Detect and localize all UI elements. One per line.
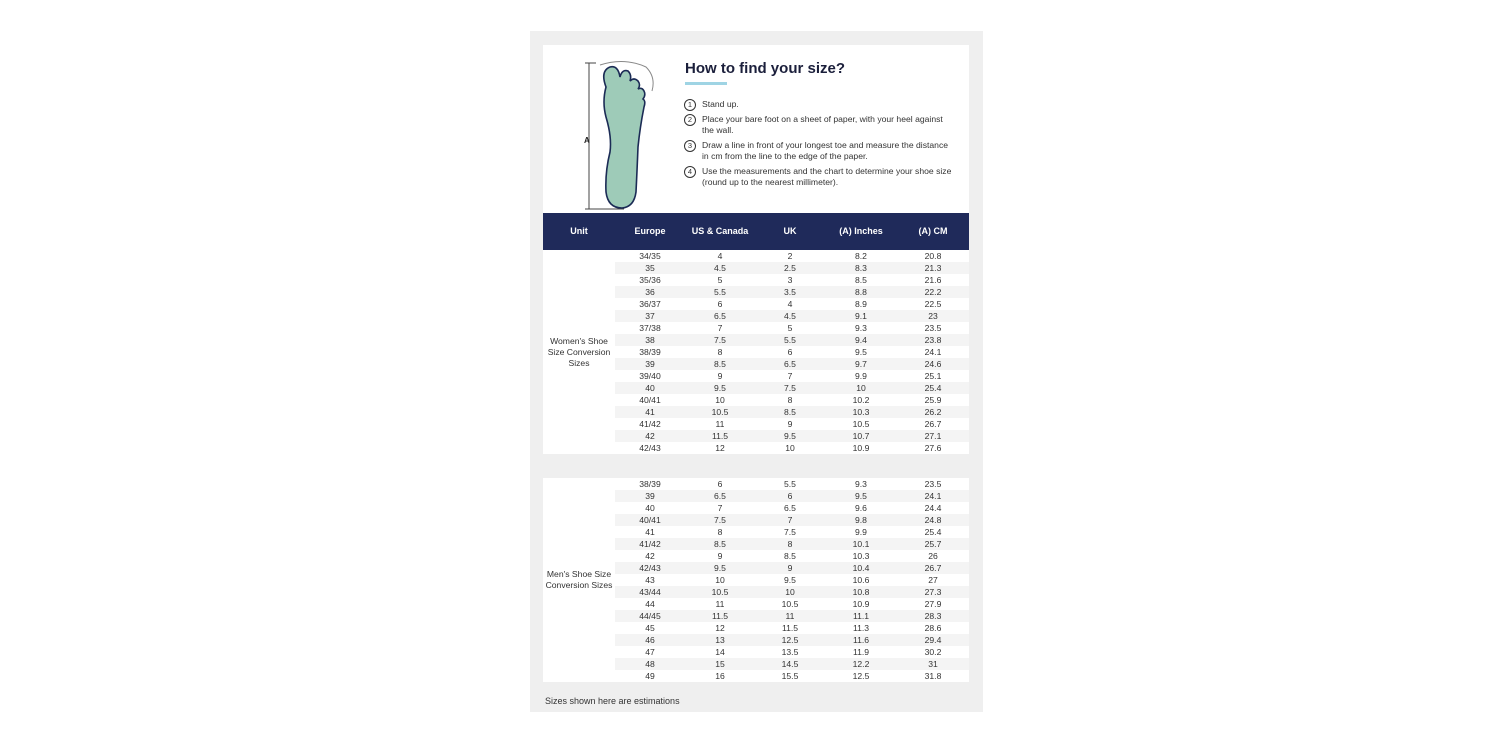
table-cell: 12: [685, 622, 755, 634]
table-cell: 14: [685, 646, 755, 658]
table-cell: 25.4: [897, 526, 969, 538]
table-cell: 26: [897, 550, 969, 562]
table-cell: 12.2: [825, 658, 897, 670]
table-cell: 10.2: [825, 394, 897, 406]
table-cell: 12.5: [755, 634, 825, 646]
table-cell: 9.9: [825, 526, 897, 538]
step-text: Place your bare foot on a sheet of paper, with your heel against the wall.: [702, 114, 943, 135]
column-header-unit: Unit: [543, 213, 615, 250]
table-cell: 9.8: [825, 514, 897, 526]
table-cell: 11.5: [755, 622, 825, 634]
table-cell: 8.8: [825, 286, 897, 298]
table-cell: 9: [755, 418, 825, 430]
table-cell: 11.3: [825, 622, 897, 634]
table-cell: 9.5: [755, 430, 825, 442]
foot-measure-label: A: [584, 136, 590, 145]
table-cell: 25.1: [897, 370, 969, 382]
table-cell: 2: [755, 250, 825, 262]
table-cell: 40: [615, 502, 685, 514]
column-header-inches: (A) Inches: [825, 213, 897, 250]
table-cell: 7.5: [685, 514, 755, 526]
table-cell: 6.5: [685, 310, 755, 322]
table-cell: 10.3: [825, 406, 897, 418]
table-cell: 26.7: [897, 418, 969, 430]
table-cell: 9.7: [825, 358, 897, 370]
table-cell: 11.5: [685, 430, 755, 442]
table-cell: 9.4: [825, 334, 897, 346]
table-cell: 39: [615, 358, 685, 370]
table-cell: 24.6: [897, 358, 969, 370]
section-spacer: [543, 454, 969, 478]
table-cell: 11.1: [825, 610, 897, 622]
spacer-cell: [543, 454, 969, 478]
table-cell: 24.4: [897, 502, 969, 514]
table-cell: 40: [615, 382, 685, 394]
table-cell: 6.5: [755, 502, 825, 514]
step-number: 1: [684, 99, 696, 111]
table-cell: 9.5: [685, 382, 755, 394]
table-cell: 30.2: [897, 646, 969, 658]
table-cell: 8.5: [755, 406, 825, 418]
table-row: [543, 478, 969, 490]
table-cell: 12: [685, 442, 755, 454]
table-cell: 31.8: [897, 670, 969, 682]
table-cell: 10.1: [825, 538, 897, 550]
table-cell: 47: [615, 646, 685, 658]
table-cell: 9.5: [755, 574, 825, 586]
table-cell: 7.5: [685, 334, 755, 346]
table-cell: 10.4: [825, 562, 897, 574]
table-cell: 22.5: [897, 298, 969, 310]
table-cell: 42/43: [615, 562, 685, 574]
table-cell: 27.9: [897, 598, 969, 610]
table-cell: 9.5: [685, 562, 755, 574]
table-cell: 41: [615, 406, 685, 418]
table-cell: 38/39: [615, 346, 685, 358]
table-cell: 10: [825, 382, 897, 394]
table-cell: 8.5: [825, 274, 897, 286]
table-cell: 7: [685, 502, 755, 514]
table-cell: 7.5: [755, 382, 825, 394]
table-cell: 8.5: [685, 358, 755, 370]
table-cell: 39/40: [615, 370, 685, 382]
table-cell: 5.5: [755, 478, 825, 490]
table-cell: 6.5: [685, 490, 755, 502]
table-cell: 20.8: [897, 250, 969, 262]
table-cell: 10.8: [825, 586, 897, 598]
title-underline: [685, 82, 727, 85]
step-number: 4: [684, 166, 696, 178]
table-cell: 37/38: [615, 322, 685, 334]
table-cell: 11: [755, 610, 825, 622]
table-cell: 6.5: [755, 358, 825, 370]
footnote: Sizes shown here are estimations: [545, 696, 680, 706]
steps-list: [684, 99, 954, 192]
table-cell: 6: [755, 490, 825, 502]
table-cell: 8: [755, 538, 825, 550]
table-cell: 6: [685, 298, 755, 310]
step-number: 3: [684, 140, 696, 152]
table-cell: 35/36: [615, 274, 685, 286]
table-cell: 25.4: [897, 382, 969, 394]
table-cell: 9.6: [825, 502, 897, 514]
table-cell: 13.5: [755, 646, 825, 658]
table-cell: 3.5: [755, 286, 825, 298]
table-cell: 46: [615, 634, 685, 646]
table-cell: 26.7: [897, 562, 969, 574]
table-cell: 11: [685, 598, 755, 610]
step-text: Use the measurements and the chart to determine your shoe size (round up to the nearest millimeter).: [702, 166, 952, 187]
table-cell: 41/42: [615, 538, 685, 550]
table-cell: 5.5: [755, 334, 825, 346]
table-cell: 42: [615, 430, 685, 442]
women-sizes-label: Women's Shoe Size Conversion Sizes: [543, 250, 615, 454]
table-cell: 11.5: [685, 610, 755, 622]
table-cell: 15: [685, 658, 755, 670]
table-cell: 13: [685, 634, 755, 646]
table-cell: 24.1: [897, 490, 969, 502]
table-cell: 37: [615, 310, 685, 322]
table-cell: 41/42: [615, 418, 685, 430]
size-conversion-table: [543, 213, 969, 682]
table-cell: 9.3: [825, 478, 897, 490]
table-cell: 5: [755, 322, 825, 334]
table-cell: 21.3: [897, 262, 969, 274]
table-cell: 10: [755, 586, 825, 598]
step-number: 2: [684, 114, 696, 126]
table-cell: 11: [685, 418, 755, 430]
table-cell: 9.1: [825, 310, 897, 322]
table-cell: 45: [615, 622, 685, 634]
table-cell: 14.5: [755, 658, 825, 670]
table-cell: 8.3: [825, 262, 897, 274]
table-cell: 44: [615, 598, 685, 610]
table-cell: 9.5: [825, 346, 897, 358]
table-cell: 10.3: [825, 550, 897, 562]
table-cell: 6: [755, 346, 825, 358]
table-cell: 43/44: [615, 586, 685, 598]
table-cell: 34/35: [615, 250, 685, 262]
table-cell: 27.3: [897, 586, 969, 598]
table-cell: 26.2: [897, 406, 969, 418]
table-cell: 29.4: [897, 634, 969, 646]
table-cell: 10: [685, 394, 755, 406]
table-cell: 7: [755, 514, 825, 526]
howto-title: How to find your size?: [685, 60, 845, 77]
table-cell: 42: [615, 550, 685, 562]
table-cell: 25.7: [897, 538, 969, 550]
table-cell: 7: [755, 370, 825, 382]
table-cell: 3: [755, 274, 825, 286]
table-cell: 10: [755, 442, 825, 454]
table-body: [543, 250, 969, 682]
step-4: [684, 166, 954, 188]
table-cell: 4: [685, 250, 755, 262]
table-cell: 16: [685, 670, 755, 682]
table-cell: 10: [685, 574, 755, 586]
table-cell: 28.3: [897, 610, 969, 622]
table-cell: 6: [685, 478, 755, 490]
table-cell: 49: [615, 670, 685, 682]
table-row: [543, 250, 969, 262]
table-cell: 28.6: [897, 622, 969, 634]
table-cell: 8.2: [825, 250, 897, 262]
table-cell: 7: [685, 322, 755, 334]
step-1: [684, 99, 954, 110]
step-text: Draw a line in front of your longest toe and measure the distance in cm from the line to the edge of the paper.: [702, 140, 949, 161]
table-cell: 23.5: [897, 478, 969, 490]
table-cell: 11.9: [825, 646, 897, 658]
table-cell: 40/41: [615, 394, 685, 406]
table-cell: 40/41: [615, 514, 685, 526]
table-cell: 23.5: [897, 322, 969, 334]
table-cell: 10.5: [685, 406, 755, 418]
table-cell: 42/43: [615, 442, 685, 454]
table-cell: 5.5: [685, 286, 755, 298]
howto-panel: [543, 45, 969, 213]
table-cell: 38/39: [615, 478, 685, 490]
table-cell: 23: [897, 310, 969, 322]
table-cell: 8: [685, 526, 755, 538]
table-cell: 8.5: [685, 538, 755, 550]
table-cell: 15.5: [755, 670, 825, 682]
table-cell: 2.5: [755, 262, 825, 274]
column-header-us-canada: US & Canada: [685, 213, 755, 250]
table-cell: 38: [615, 334, 685, 346]
table-cell: 27.1: [897, 430, 969, 442]
table-cell: 31: [897, 658, 969, 670]
table-cell: 10.7: [825, 430, 897, 442]
step-3: [684, 140, 954, 162]
table-cell: 21.6: [897, 274, 969, 286]
men-sizes-label: Men's Shoe Size Conversion Sizes: [543, 478, 615, 682]
table-cell: 23.8: [897, 334, 969, 346]
column-header-cm: (A) CM: [897, 213, 969, 250]
table-cell: 8: [755, 394, 825, 406]
table-cell: 24.8: [897, 514, 969, 526]
table-cell: 4.5: [755, 310, 825, 322]
table-cell: 10.5: [755, 598, 825, 610]
table-cell: 25.9: [897, 394, 969, 406]
table-cell: 27: [897, 574, 969, 586]
table-cell: 41: [615, 526, 685, 538]
table-cell: 4.5: [685, 262, 755, 274]
table-cell: 35: [615, 262, 685, 274]
table-cell: 24.1: [897, 346, 969, 358]
table-cell: 8: [685, 346, 755, 358]
table-cell: 22.2: [897, 286, 969, 298]
table-cell: 9.9: [825, 370, 897, 382]
table-cell: 8.5: [755, 550, 825, 562]
table-cell: 4: [755, 298, 825, 310]
table-cell: 8.9: [825, 298, 897, 310]
table-cell: 9.3: [825, 322, 897, 334]
table-cell: 12.5: [825, 670, 897, 682]
table-cell: 27.6: [897, 442, 969, 454]
step-text: Stand up.: [702, 99, 739, 109]
table-cell: 10.9: [825, 598, 897, 610]
table-cell: 11.6: [825, 634, 897, 646]
column-header-uk: UK: [755, 213, 825, 250]
size-guide-card: [530, 31, 983, 712]
foot-diagram: [584, 57, 664, 215]
step-2: [684, 114, 954, 136]
table-cell: 10.9: [825, 442, 897, 454]
table-cell: 10.6: [825, 574, 897, 586]
table-cell: 7.5: [755, 526, 825, 538]
table-cell: 36/37: [615, 298, 685, 310]
table-cell: 10.5: [685, 586, 755, 598]
table-cell: 9: [755, 562, 825, 574]
table-cell: 9.5: [825, 490, 897, 502]
table-cell: 48: [615, 658, 685, 670]
table-cell: 9: [685, 370, 755, 382]
column-header-europe: Europe: [615, 213, 685, 250]
table-cell: 44/45: [615, 610, 685, 622]
table-cell: 36: [615, 286, 685, 298]
table-cell: 43: [615, 574, 685, 586]
table-cell: 9: [685, 550, 755, 562]
table-header-row: [543, 213, 969, 250]
table-cell: 5: [685, 274, 755, 286]
table-cell: 39: [615, 490, 685, 502]
table-cell: 10.5: [825, 418, 897, 430]
